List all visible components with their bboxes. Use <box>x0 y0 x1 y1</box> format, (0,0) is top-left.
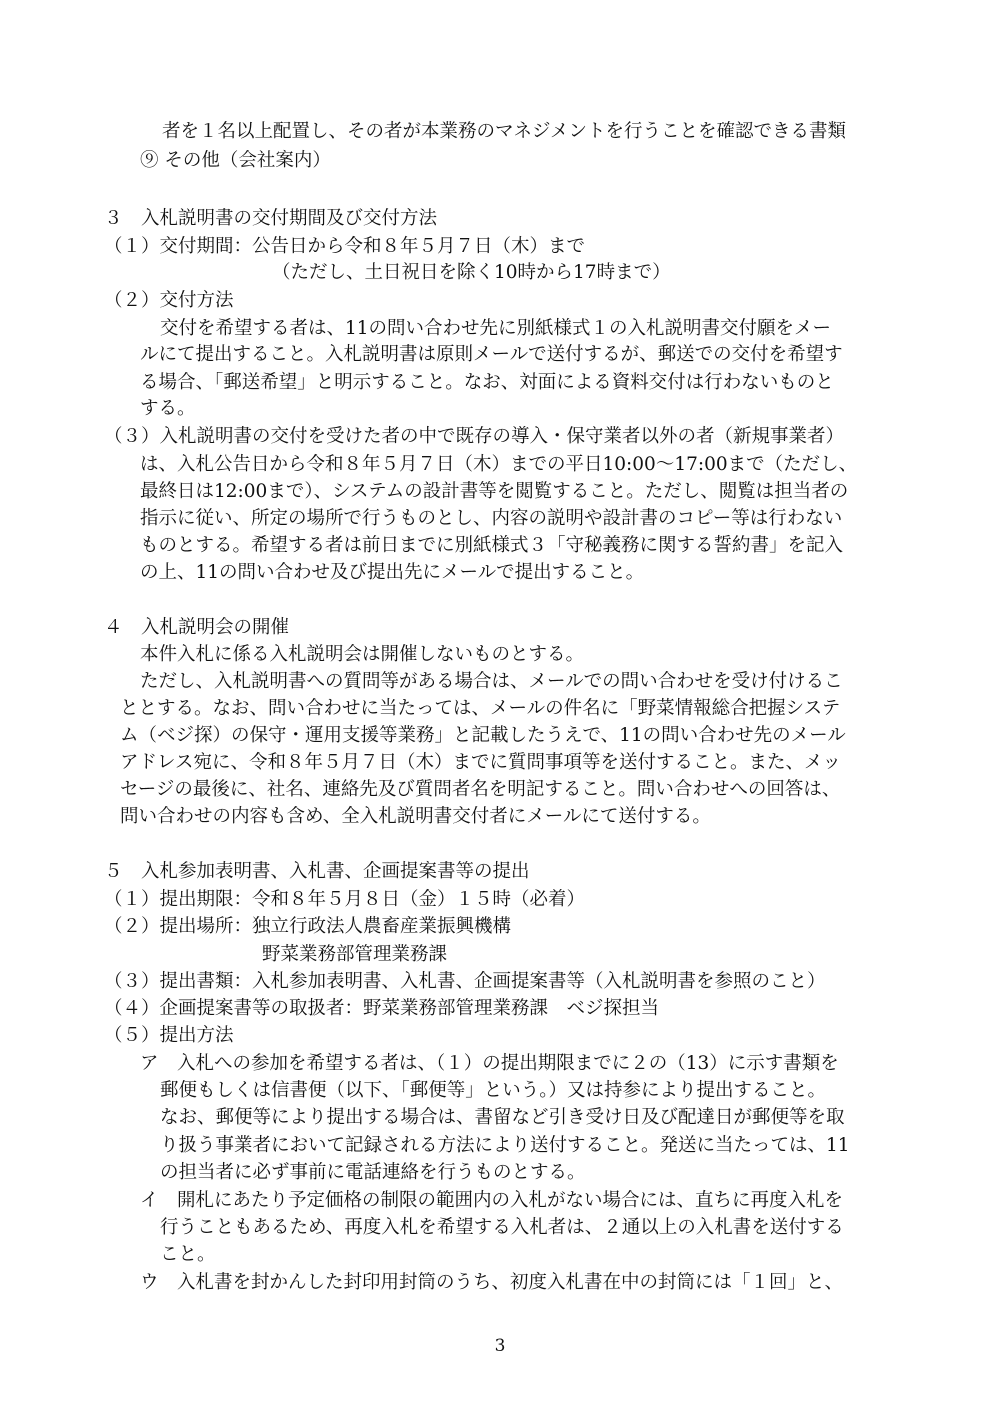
text-line: の担当者に必ず事前に電話連絡を行うものとする。 <box>160 1162 586 1183</box>
text-line: 者を１名以上配置し、その者が本業務のマネジメントを行うことを確認できる書類 <box>162 121 846 142</box>
text-line: り扱う事業者において記録される方法により送付すること。発送に当たっては、11 <box>160 1135 850 1156</box>
text-line: （１）交付期間：公告日から令和８年５月７日（木）まで <box>104 236 586 257</box>
text-line: 行うこともあるため、再度入札を希望する入札者は、２通以上の入札書を送付する <box>160 1217 844 1238</box>
section-heading: ４ 入札説明会の開催 <box>104 617 290 638</box>
text-line: ⑨ その他（会社案内） <box>140 150 331 171</box>
section-heading: ５ 入札参加表明書、入札書、企画提案書等の提出 <box>104 861 530 882</box>
text-line: の上、11の問い合わせ及び提出先にメールで提出すること。 <box>140 562 645 583</box>
text-line: 郵便もしくは信書便（以下、「郵便等」という。）又は持参により提出すること。 <box>160 1080 827 1101</box>
text-line: ととする。なお、問い合わせに当たっては、メールの件名に「野菜情報総合把握システ <box>120 698 841 719</box>
text-line: は、入札公告日から令和８年５月７日（木）までの平日10:00～17:00まで（ただし、 <box>140 454 858 475</box>
text-line: 指示に従い、所定の場所で行うものとし、内容の説明や設計書のコピー等は行わない <box>140 508 843 529</box>
text-line: こと。 <box>160 1244 216 1265</box>
text-line: （３）提出書類：入札参加表明書、入札書、企画提案書等（入札説明書を参照のこと） <box>104 971 826 992</box>
text-line: 野菜業務部管理業務課 <box>262 944 448 965</box>
text-line: （１）提出期限：令和８年５月８日（金）１５時（必着） <box>104 889 586 910</box>
text-line: イ 開札にあたり予定価格の制限の範囲内の入札がない場合には、直ちに再度入札を <box>140 1190 844 1211</box>
text-line: る場合、「郵送希望」と明示すること。なお、対面による資料交付は行わないものと <box>140 372 834 393</box>
text-line: （３）入札説明書の交付を受けた者の中で既存の導入・保守業者以外の者（新規事業者） <box>104 426 845 447</box>
text-line: （ただし、土日祝日を除く10時から17時まで） <box>272 262 671 283</box>
text-line: （２）提出場所：独立行政法人農畜産業振興機構 <box>104 916 512 937</box>
text-line: （２）交付方法 <box>104 290 234 311</box>
text-line: （４）企画提案書等の取扱者：野菜業務部管理業務課 ベジ探担当 <box>104 998 660 1019</box>
text-line: 交付を希望する者は、11の問い合わせ先に別紙様式１の入札説明書交付願をメー <box>160 318 832 339</box>
section-heading: ３ 入札説明書の交付期間及び交付方法 <box>104 208 438 229</box>
text-line: アドレス宛に、令和８年５月７日（木）までに質問事項等を送付すること。また、メッ <box>120 752 841 773</box>
text-line: ものとする。希望する者は前日までに別紙様式３「守秘義務に関する誓約書」を記入 <box>140 535 844 556</box>
text-line: ルにて提出すること。入札説明書は原則メールで送付するが、郵送での交付を希望す <box>140 344 843 365</box>
text-line: なお、郵便等により提出する場合は、書留など引き受け日及び配達日が郵便等を取 <box>160 1107 845 1128</box>
text-line: 問い合わせの内容も含め、全入札説明書交付者にメールにて送付する。 <box>120 806 711 827</box>
text-line: ただし、入札説明書への質問等がある場合は、メールでの問い合わせを受け付けるこ <box>140 671 843 692</box>
text-line: セージの最後に、社名、連絡先及び質問者名を明記すること。問い合わせへの回答は、 <box>120 779 841 800</box>
text-line: ア 入札への参加を希望する者は、（１）の提出期限までに２の（13）に示す書類を <box>140 1053 839 1074</box>
text-line: 最終日は12:00まで）、システムの設計書等を閲覧すること。ただし、閲覧は担当者の <box>140 481 849 502</box>
text-line: ウ 入札書を封かんした封印用封筒のうち、初度入札書在中の封筒には「１回」と、 <box>140 1272 844 1293</box>
text-line: する。 <box>140 398 196 419</box>
page-number: 3 <box>494 1336 506 1356</box>
text-line: ム（ベジ探）の保守・運用支援等業務」と記載したうえで、11の問い合わせ先のメール <box>120 725 846 746</box>
text-line: （５）提出方法 <box>104 1025 234 1046</box>
text-line: 本件入札に係る入札説明会は開催しないものとする。 <box>140 644 585 665</box>
